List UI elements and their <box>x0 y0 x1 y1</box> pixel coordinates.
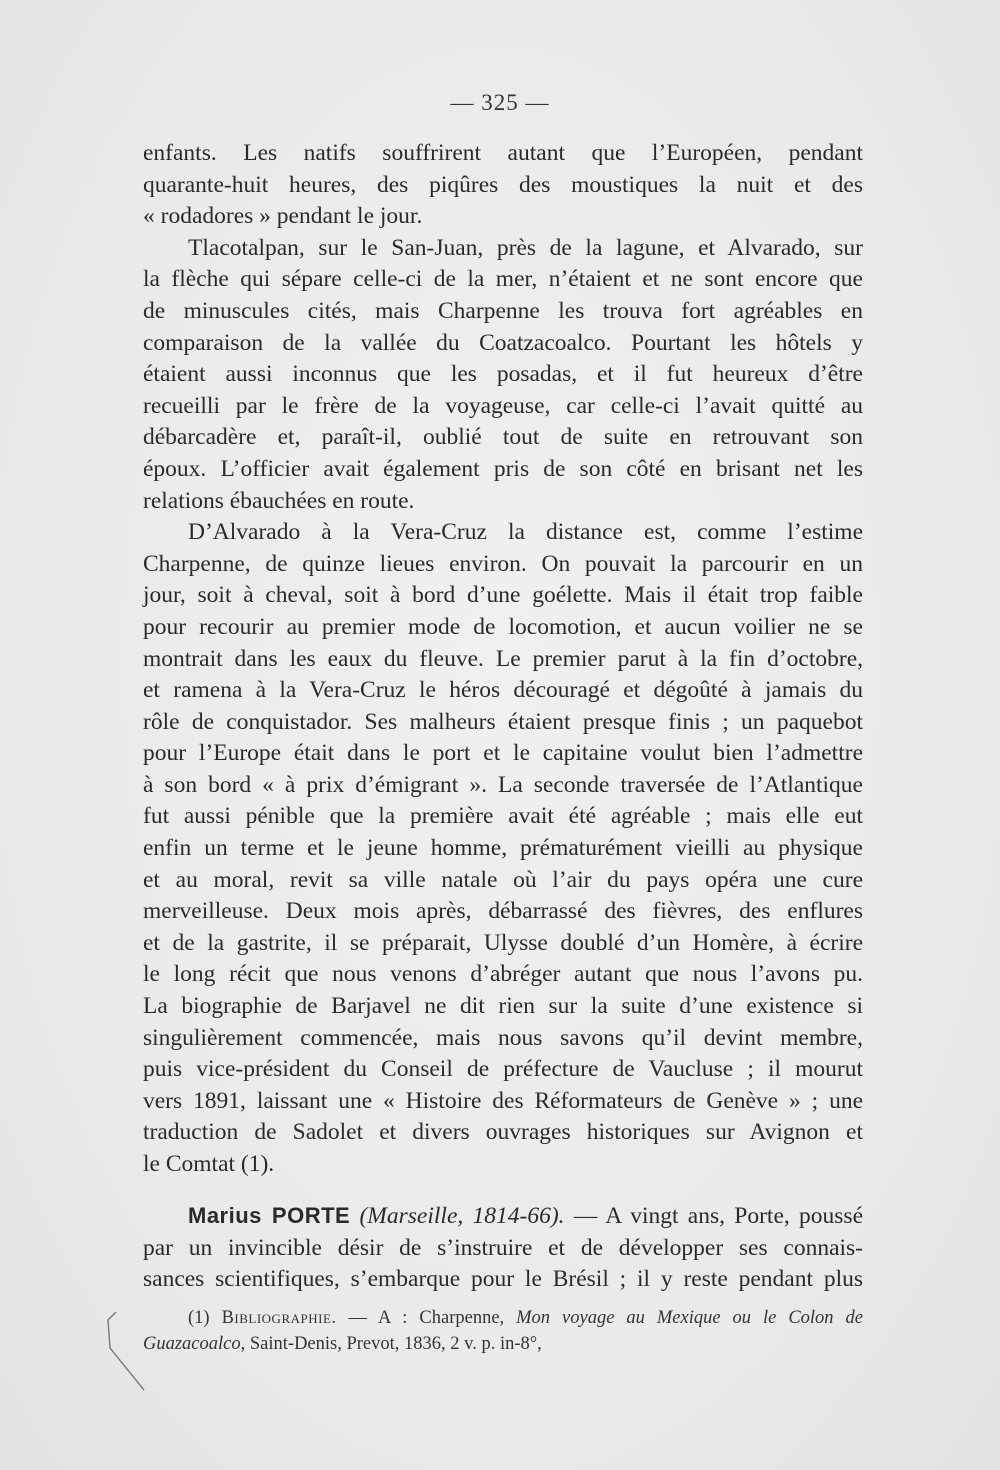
footnote-label: Bibliographie. <box>221 1308 337 1328</box>
text-line: la flèche qui sépare celle-ci de la mer, n’étaient et ne sont encore que <box>143 266 863 293</box>
text-line: quarante-huit heures, des piqûres des moustiques la nuit et des <box>143 171 863 198</box>
footnote-title: Mon voyage au Mexique ou le Colon de <box>516 1308 864 1328</box>
text-line: D’Alvarado à la Vera-Cruz la distance est, comme l’estime <box>188 519 863 546</box>
footnote-title-end: Guazacoalco <box>143 1334 241 1354</box>
text-line: débarcadère et, paraît-il, oublié tout de suite en retrouvant son <box>143 424 863 451</box>
author-entry <box>143 1200 863 1296</box>
footnote <box>143 1305 863 1357</box>
text-line: enfin un terme et le jeune homme, prématurément vieilli au physique <box>143 835 863 862</box>
text-line: le long récit que nous venons d’abréger autant que nous l’avons pu. <box>143 961 863 988</box>
text-line: comparaison de la vallée du Coatzacoalco. Pourtant les hôtels y <box>143 329 863 356</box>
author-name: Marius PORTE <box>188 1203 351 1228</box>
main-text <box>143 138 863 1181</box>
footnote-line-2 <box>143 1331 863 1357</box>
text-line: époux. L’officier avait également pris de son côté en brisant net les <box>143 455 863 482</box>
text-line: vers 1891, laissant une « Histoire des Réformateurs de Genève » ; une <box>143 1087 863 1114</box>
paragraph-2 <box>143 233 863 517</box>
text-line: pour recourir au premier mode de locomotion, et aucun voilier ne se <box>143 613 863 640</box>
text-line: pour l’Europe était dans le port et le capitaine voulut bien l’admettre <box>143 740 863 767</box>
text-line: singulièrement commencée, mais nous savons qu’il devint membre, <box>143 1024 863 1051</box>
text-line: le Comtat (1). <box>143 1151 275 1177</box>
text-line: recueilli par le frère de la voyageuse, car celle-ci l’avait quitté au <box>143 392 863 419</box>
footnote-rest: , Saint-Denis, Prevot, 1836, 2 v. p. in-8°, <box>240 1334 542 1354</box>
text-line: montrait dans les eaux du fleuve. Le premier parut à la fin d’octobre, <box>143 645 863 672</box>
author-entry-text: — A vingt ans, Porte, poussé <box>564 1203 863 1229</box>
pencil-mark-icon <box>100 1308 160 1398</box>
text-line: étaient aussi inconnus que les posadas, et il fut heureux d’être <box>143 361 863 388</box>
text-line: Tlacotalpan, sur le San-Juan, près de la lagune, et Alvarado, sur <box>188 234 863 261</box>
text-line: merveilleuse. Deux mois après, débarrassé des fièvres, des enflures <box>143 898 863 925</box>
text-line: relations ébauchées en route. <box>143 487 415 514</box>
author-entry-first-line <box>143 1200 863 1233</box>
paragraph-1 <box>143 138 863 233</box>
text-line: rôle de conquistador. Ses malheurs étaient presque finis ; un paquebot <box>143 708 863 735</box>
paragraph-3 <box>143 517 863 1180</box>
text-line: et de la gastrite, il se préparait, Ulysse doublé d’un Homère, à écrire <box>143 929 863 956</box>
author-meta: (Marseille, 1814-66). <box>359 1203 565 1229</box>
text-line: enfants. Les natifs souffrirent autant que l’Européen, pendant <box>143 140 863 166</box>
text-line: à son bord « à prix d’émigrant ». La seconde traversée de l’Atlantique <box>143 771 863 798</box>
text-line: par un invincible désir de s’instruire et de développer ses connais- <box>143 1234 863 1261</box>
text-line: et ramena à la Vera-Cruz le héros découragé et dégoûté à jamais du <box>143 677 863 704</box>
text-line: puis vice-président du Conseil de préfecture de Vaucluse ; il mourut <box>143 1056 863 1083</box>
text-line: fut aussi pénible que la première avait été agréable ; mais elle eut <box>143 803 863 830</box>
text-line: « rodadores » pendant le jour. <box>143 203 423 230</box>
text-line: Charpenne, de quinze lieues environ. On pouvait la parcourir en un <box>143 550 863 577</box>
footnote-marker: (1) <box>188 1308 222 1328</box>
text-line: et au moral, revit sa ville natale où l’air du pays opéra une cure <box>143 866 863 893</box>
page-number: — 325 — <box>450 90 550 115</box>
footnote-line-1 <box>143 1305 863 1331</box>
text-line: La biographie de Barjavel ne dit rien sur la suite d’une existence si <box>143 993 863 1020</box>
text-line: de minuscules cités, mais Charpenne les trouva fort agréables en <box>143 297 863 324</box>
text-line: sances scientifiques, s’embarque pour le Brésil ; il y reste pendant plus <box>143 1266 863 1293</box>
text-line: jour, soit à cheval, soit à bord d’une goélette. Mais il était trop faible <box>143 582 863 609</box>
footnote-sep: — A : Charpenne, <box>336 1308 517 1328</box>
text-line: traduction de Sadolet et divers ouvrages historiques sur Avignon et <box>143 1119 863 1146</box>
